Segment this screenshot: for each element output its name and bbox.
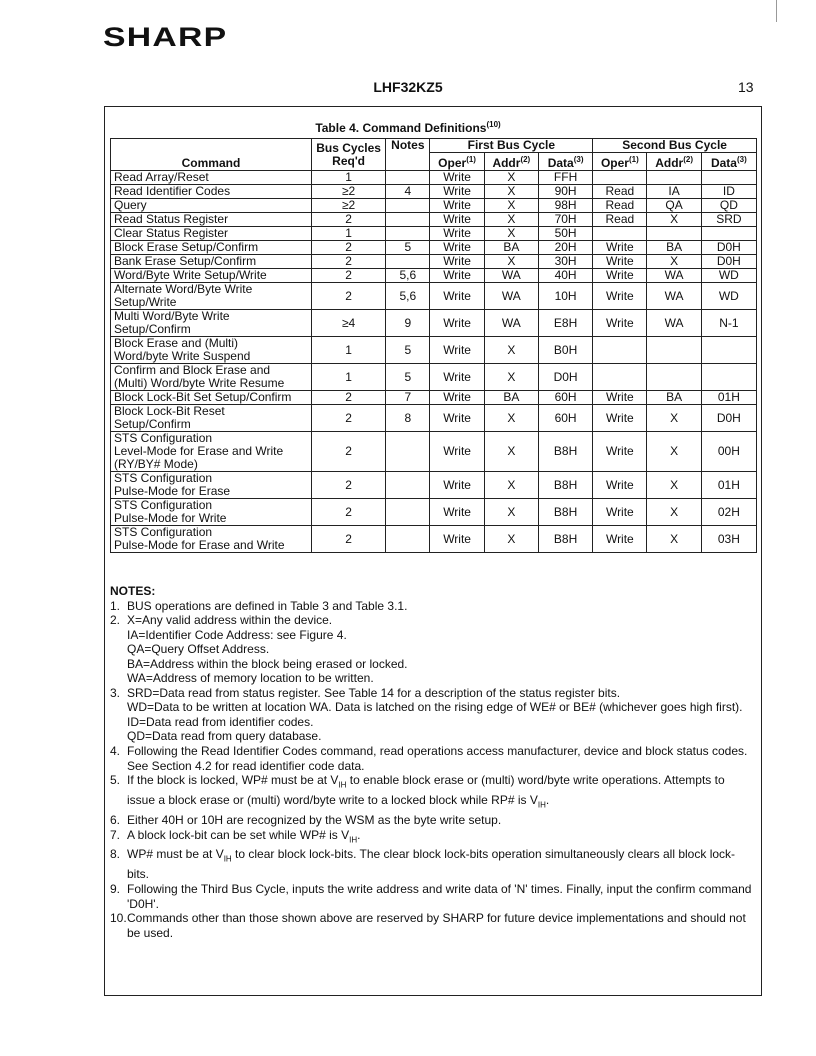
command-line: STS Configuration — [114, 471, 213, 485]
cell-oper1: Write — [430, 472, 484, 499]
cell-oper2 — [593, 171, 647, 185]
cell-addr1: X — [484, 526, 538, 553]
cell-addr2 — [647, 364, 701, 391]
cell-cycles: 2 — [311, 283, 385, 310]
cell-cycles: 2 — [311, 213, 385, 227]
cell-oper1: Write — [430, 391, 484, 405]
cell-cycles: ≥2 — [311, 199, 385, 213]
note-item — [110, 686, 755, 744]
cell-command — [111, 255, 312, 269]
cell-data2 — [701, 171, 756, 185]
note-text — [127, 744, 755, 773]
table-row — [111, 185, 757, 199]
cell-data2: ID — [701, 185, 756, 199]
command-line: Read Identifier Codes — [114, 184, 231, 198]
note-line: SRD=Data read from status register. See Table 14 for a description of the status register bits. — [127, 685, 621, 700]
margin-line — [776, 0, 777, 22]
command-line: Block Erase Setup/Confirm — [114, 240, 259, 254]
cell-addr1: X — [484, 337, 538, 364]
cell-data2 — [701, 364, 756, 391]
cell-oper1: Write — [430, 526, 484, 553]
cell-addr1: X — [484, 171, 538, 185]
header-data-label: Data — [547, 156, 574, 170]
cell-addr2: BA — [647, 391, 701, 405]
document-id: LHF32KZ5 — [373, 79, 443, 95]
command-line: Block Erase and (Multi) — [114, 336, 239, 350]
cell-addr2: WA — [647, 269, 701, 283]
note-item — [110, 882, 755, 911]
cell-notes — [386, 526, 430, 553]
cell-cycles: 1 — [311, 337, 385, 364]
header-bus-cycles-line2: Req'd — [332, 153, 366, 168]
note-number: 5. — [110, 773, 121, 788]
table-row — [111, 171, 757, 185]
cell-cycles: 2 — [311, 432, 385, 472]
cell-data2: SRD — [701, 213, 756, 227]
note-line: WA=Address of memory location to be written. — [127, 671, 374, 686]
note-line: If the block is locked, WP# must be at $V_{IH}$ to enable block erase or (multi) word/byte write operations. Attempts to issue a block erase or (multi) word/byte write to a locked block while RP# is $V_{IH}$. — [127, 773, 725, 810]
cell-addr2 — [647, 227, 701, 241]
cell-data2 — [701, 227, 756, 241]
cell-data1: D0H — [538, 364, 592, 391]
note-item — [110, 599, 755, 614]
command-line: Read Array/Reset — [114, 170, 209, 184]
command-line: STS Configuration — [114, 431, 213, 445]
header-second-bus-cycle: Second Bus Cycle — [593, 139, 757, 153]
cell-addr1: BA — [484, 391, 538, 405]
cell-notes — [386, 213, 430, 227]
command-line: Confirm and Block Erase and — [114, 363, 271, 377]
note-text — [127, 911, 755, 940]
command-definitions-table — [110, 138, 757, 553]
table-row — [111, 199, 757, 213]
table-row — [111, 283, 757, 310]
cell-cycles: ≥2 — [311, 185, 385, 199]
header-addr-ref: (2) — [520, 155, 531, 164]
command-line: Setup/Confirm — [114, 417, 191, 431]
command-line: Pulse-Mode for Erase and Write — [114, 538, 285, 552]
cell-cycles: 1 — [311, 364, 385, 391]
header-oper-ref: (1) — [466, 155, 476, 164]
note-number: 10. — [110, 911, 127, 926]
cell-data1: 98H — [538, 199, 592, 213]
table-header-row-1 — [111, 139, 757, 153]
cell-data2: WD — [701, 283, 756, 310]
cell-data1: 30H — [538, 255, 592, 269]
cell-notes — [386, 171, 430, 185]
cell-command — [111, 213, 312, 227]
header-first-oper — [430, 153, 484, 171]
cell-oper2: Write — [593, 526, 647, 553]
cell-command — [111, 241, 312, 255]
cell-data1: 70H — [538, 213, 592, 227]
table-row — [111, 391, 757, 405]
note-line: WD=Data to be written at location WA. Data is latched on the rising edge of WE# or BE# (whichever goes high first). — [127, 700, 743, 715]
cell-data2: 02H — [701, 499, 756, 526]
note-line: X=Any valid address within the device. — [127, 613, 333, 628]
header-data-ref: (3) — [573, 155, 584, 164]
command-line: STS Configuration — [114, 498, 213, 512]
cell-addr2: X — [647, 526, 701, 553]
note-line: Following the Third Bus Cycle, inputs the write address and write data of 'N' times. Finally, input the confirm command 'D0H'. — [127, 881, 752, 911]
cell-oper1: Write — [430, 255, 484, 269]
table-row — [111, 227, 757, 241]
header-data-label: Data — [710, 156, 737, 170]
cell-oper2: Write — [593, 432, 647, 472]
cell-notes: 8 — [386, 405, 430, 432]
header-second-oper — [593, 153, 647, 171]
note-text — [127, 599, 755, 614]
cell-oper1: Write — [430, 185, 484, 199]
cell-data1: 90H — [538, 185, 592, 199]
note-item — [110, 613, 755, 686]
command-line: (Multi) Word/byte Write Resume — [114, 376, 285, 390]
cell-data1: FFH — [538, 171, 592, 185]
cell-data2: D0H — [701, 405, 756, 432]
cell-command — [111, 283, 312, 310]
cell-oper2: Write — [593, 499, 647, 526]
cell-oper2: Write — [593, 283, 647, 310]
cell-addr1: X — [484, 472, 538, 499]
cell-command — [111, 472, 312, 499]
cell-addr2: WA — [647, 310, 701, 337]
table-row — [111, 241, 757, 255]
note-number: 9. — [110, 881, 121, 896]
cell-cycles: ≥4 — [311, 310, 385, 337]
command-line: Pulse-Mode for Erase — [114, 484, 231, 498]
cell-command — [111, 310, 312, 337]
note-line: BA=Address within the block being erased or locked. — [127, 656, 408, 671]
note-text — [127, 773, 755, 813]
cell-addr2: BA — [647, 241, 701, 255]
cell-oper2 — [593, 337, 647, 364]
cell-addr2: X — [647, 255, 701, 269]
cell-oper1: Write — [430, 310, 484, 337]
cell-command — [111, 227, 312, 241]
cell-command — [111, 499, 312, 526]
cell-addr1: WA — [484, 310, 538, 337]
cell-data1: 40H — [538, 269, 592, 283]
command-line: Level-Mode for Erase and Write — [114, 444, 284, 458]
cell-data1: 60H — [538, 391, 592, 405]
header-second-addr — [647, 153, 701, 171]
header-data-ref: (3) — [736, 155, 747, 164]
cell-addr1: X — [484, 227, 538, 241]
header-first-addr — [484, 153, 538, 171]
note-text — [127, 613, 755, 686]
note-line: ID=Data read from identifier codes. — [127, 714, 314, 729]
cell-oper2 — [593, 227, 647, 241]
cell-oper1: Write — [430, 283, 484, 310]
command-line: Alternate Word/Byte Write — [114, 282, 253, 296]
note-item — [110, 828, 755, 848]
header-oper-label: Oper — [600, 156, 629, 170]
header-bus-cycles-line1: Bus Cycles — [316, 140, 381, 155]
cell-notes: 9 — [386, 310, 430, 337]
cell-notes: 5,6 — [386, 283, 430, 310]
command-line: Word/byte Write Suspend — [114, 349, 251, 363]
cell-command — [111, 391, 312, 405]
cell-cycles: 2 — [311, 255, 385, 269]
note-item — [110, 773, 755, 813]
cell-addr1: WA — [484, 269, 538, 283]
table-row — [111, 213, 757, 227]
cell-addr1: X — [484, 185, 538, 199]
cell-notes: 5,6 — [386, 269, 430, 283]
cell-cycles: 2 — [311, 391, 385, 405]
cell-data1: 10H — [538, 283, 592, 310]
cell-addr1: BA — [484, 241, 538, 255]
cell-addr1: X — [484, 255, 538, 269]
command-line: Read Status Register — [114, 212, 229, 226]
note-item — [110, 911, 755, 940]
cell-notes — [386, 432, 430, 472]
cell-command — [111, 405, 312, 432]
command-line: Multi Word/Byte Write — [114, 309, 230, 323]
cell-oper1: Write — [430, 199, 484, 213]
cell-notes: 4 — [386, 185, 430, 199]
notes-section — [110, 584, 755, 940]
cell-command — [111, 185, 312, 199]
cell-addr1: X — [484, 213, 538, 227]
command-line: Clear Status Register — [114, 226, 229, 240]
cell-addr2: X — [647, 472, 701, 499]
command-line: Block Lock-Bit Reset — [114, 404, 225, 418]
cell-addr2: WA — [647, 283, 701, 310]
note-line: Commands other than those shown above are reserved by SHARP for future device implementations and should not be used. — [127, 911, 746, 940]
note-number: 3. — [110, 685, 121, 700]
cell-command — [111, 337, 312, 364]
command-line: Pulse-Mode for Write — [114, 511, 227, 525]
cell-command — [111, 199, 312, 213]
note-number: 8. — [110, 847, 121, 862]
cell-data2: 03H — [701, 526, 756, 553]
cell-oper1: Write — [430, 269, 484, 283]
note-number: 6. — [110, 812, 121, 827]
cell-cycles: 2 — [311, 241, 385, 255]
sharp-logo: SHARP — [103, 22, 228, 52]
cell-oper2: Write — [593, 241, 647, 255]
cell-cycles: 2 — [311, 499, 385, 526]
note-number: 2. — [110, 613, 121, 628]
cell-oper1: Write — [430, 405, 484, 432]
note-text — [127, 828, 755, 848]
cell-oper2: Read — [593, 213, 647, 227]
table-row — [111, 499, 757, 526]
note-text — [127, 813, 755, 828]
cell-cycles: 2 — [311, 405, 385, 432]
cell-command — [111, 526, 312, 553]
note-text — [127, 686, 755, 744]
cell-cycles: 2 — [311, 269, 385, 283]
table-caption-text: Table 4. Command Definitions — [315, 121, 487, 135]
table-row — [111, 255, 757, 269]
header-addr-label: Addr — [492, 156, 521, 170]
cell-notes — [386, 199, 430, 213]
cell-data2 — [701, 337, 756, 364]
table-row — [111, 472, 757, 499]
header-addr-ref: (2) — [683, 155, 693, 164]
cell-oper2: Write — [593, 472, 647, 499]
cell-addr2: X — [647, 499, 701, 526]
note-number: 4. — [110, 744, 121, 759]
cell-notes — [386, 499, 430, 526]
note-number: 1. — [110, 598, 121, 613]
cell-addr1: X — [484, 499, 538, 526]
note-line: A block lock-bit can be set while WP# is $V_{IH}$. — [127, 827, 361, 844]
cell-addr1: WA — [484, 283, 538, 310]
table-row — [111, 364, 757, 391]
cell-cycles: 2 — [311, 472, 385, 499]
table-row — [111, 405, 757, 432]
note-line: Following the Read Identifier Codes command, read operations access manufacturer, device and block status codes. See Section 4.2 for read identifier code data. — [127, 744, 748, 773]
cell-oper1: Write — [430, 213, 484, 227]
table-caption-ref: (10) — [486, 120, 501, 129]
cell-oper2: Write — [593, 391, 647, 405]
cell-data2: 01H — [701, 472, 756, 499]
note-line: Either 40H or 10H are recognized by the WSM as the byte write setup. — [127, 812, 502, 827]
cell-notes — [386, 472, 430, 499]
cell-addr2 — [647, 337, 701, 364]
cell-command — [111, 171, 312, 185]
note-line: BUS operations are defined in Table 3 and Table 3.1. — [127, 598, 408, 613]
header-second-data — [701, 153, 756, 171]
cell-data2: D0H — [701, 241, 756, 255]
cell-oper2: Write — [593, 269, 647, 283]
cell-addr2: X — [647, 405, 701, 432]
cell-notes — [386, 255, 430, 269]
cell-addr2: X — [647, 213, 701, 227]
header-first-bus-cycle: First Bus Cycle — [430, 139, 593, 153]
command-line: Block Lock-Bit Set Setup/Confirm — [114, 390, 292, 404]
cell-addr1: X — [484, 364, 538, 391]
note-number: 7. — [110, 827, 121, 842]
command-line: Setup/Confirm — [114, 322, 191, 336]
cell-data1: 50H — [538, 227, 592, 241]
header-addr-label: Addr — [655, 156, 684, 170]
cell-oper2: Read — [593, 185, 647, 199]
cell-addr2: QA — [647, 199, 701, 213]
cell-notes: 5 — [386, 337, 430, 364]
cell-data2: D0H — [701, 255, 756, 269]
table-row — [111, 269, 757, 283]
cell-data2: 01H — [701, 391, 756, 405]
cell-cycles: 1 — [311, 227, 385, 241]
header-oper-label: Oper — [438, 156, 467, 170]
cell-command — [111, 269, 312, 283]
cell-oper1: Write — [430, 241, 484, 255]
cell-data1: E8H — [538, 310, 592, 337]
cell-command — [111, 432, 312, 472]
cell-oper2: Write — [593, 405, 647, 432]
command-line: Bank Erase Setup/Confirm — [114, 254, 257, 268]
cell-oper2: Read — [593, 199, 647, 213]
header-oper-ref: (1) — [628, 155, 639, 164]
cell-oper1: Write — [430, 171, 484, 185]
cell-oper1: Write — [430, 364, 484, 391]
note-item — [110, 847, 755, 881]
table-row — [111, 310, 757, 337]
cell-notes: 7 — [386, 391, 430, 405]
header-first-data — [538, 153, 592, 171]
cell-data2: WD — [701, 269, 756, 283]
cell-oper1: Write — [430, 432, 484, 472]
cell-data2: 00H — [701, 432, 756, 472]
table-caption — [0, 120, 816, 135]
cell-oper1: Write — [430, 499, 484, 526]
header-notes: Notes — [386, 139, 430, 171]
cell-data2: QD — [701, 199, 756, 213]
note-item — [110, 744, 755, 773]
cell-cycles: 2 — [311, 526, 385, 553]
command-line: Query — [114, 198, 147, 212]
cell-data1: B8H — [538, 499, 592, 526]
cell-oper2: Write — [593, 310, 647, 337]
cell-addr1: X — [484, 405, 538, 432]
cell-cycles: 1 — [311, 171, 385, 185]
cell-addr1: X — [484, 432, 538, 472]
notes-heading: NOTES: — [110, 584, 156, 598]
cell-notes: 5 — [386, 241, 430, 255]
command-line: STS Configuration — [114, 525, 213, 539]
page-number: 13 — [738, 79, 754, 95]
cell-notes — [386, 227, 430, 241]
table-body — [111, 171, 757, 553]
cell-data1: 20H — [538, 241, 592, 255]
table-row — [111, 432, 757, 472]
header-bus-cycles — [311, 139, 385, 171]
cell-data1: B8H — [538, 526, 592, 553]
cell-data1: B8H — [538, 472, 592, 499]
cell-data1: 60H — [538, 405, 592, 432]
note-text — [127, 847, 755, 881]
note-line: IA=Identifier Code Address: see Figure 4. — [127, 627, 347, 642]
cell-addr2: IA — [647, 185, 701, 199]
cell-notes: 5 — [386, 364, 430, 391]
note-line: QD=Data read from query database. — [127, 729, 322, 744]
cell-command — [111, 364, 312, 391]
cell-addr1: X — [484, 199, 538, 213]
command-line: (RY/BY# Mode) — [114, 457, 198, 471]
cell-oper1: Write — [430, 337, 484, 364]
note-item — [110, 813, 755, 828]
note-line: WP# must be at $V_{IH}$ to clear block lock-bits. The clear block lock-bits operation simultaneously clears all block lock-bits. — [127, 847, 736, 882]
command-line: Word/Byte Write Setup/Write — [114, 268, 267, 282]
cell-addr2: X — [647, 432, 701, 472]
cell-oper1: Write — [430, 227, 484, 241]
cell-oper2 — [593, 364, 647, 391]
cell-addr2 — [647, 171, 701, 185]
cell-data1: B8H — [538, 432, 592, 472]
note-text — [127, 882, 755, 911]
cell-data2: N-1 — [701, 310, 756, 337]
note-line: QA=Query Offset Address. — [127, 642, 270, 657]
cell-oper2: Write — [593, 255, 647, 269]
table-row — [111, 337, 757, 364]
table-row — [111, 526, 757, 553]
header-command: Command — [111, 139, 312, 171]
command-line: Setup/Write — [114, 295, 177, 309]
cell-data1: B0H — [538, 337, 592, 364]
